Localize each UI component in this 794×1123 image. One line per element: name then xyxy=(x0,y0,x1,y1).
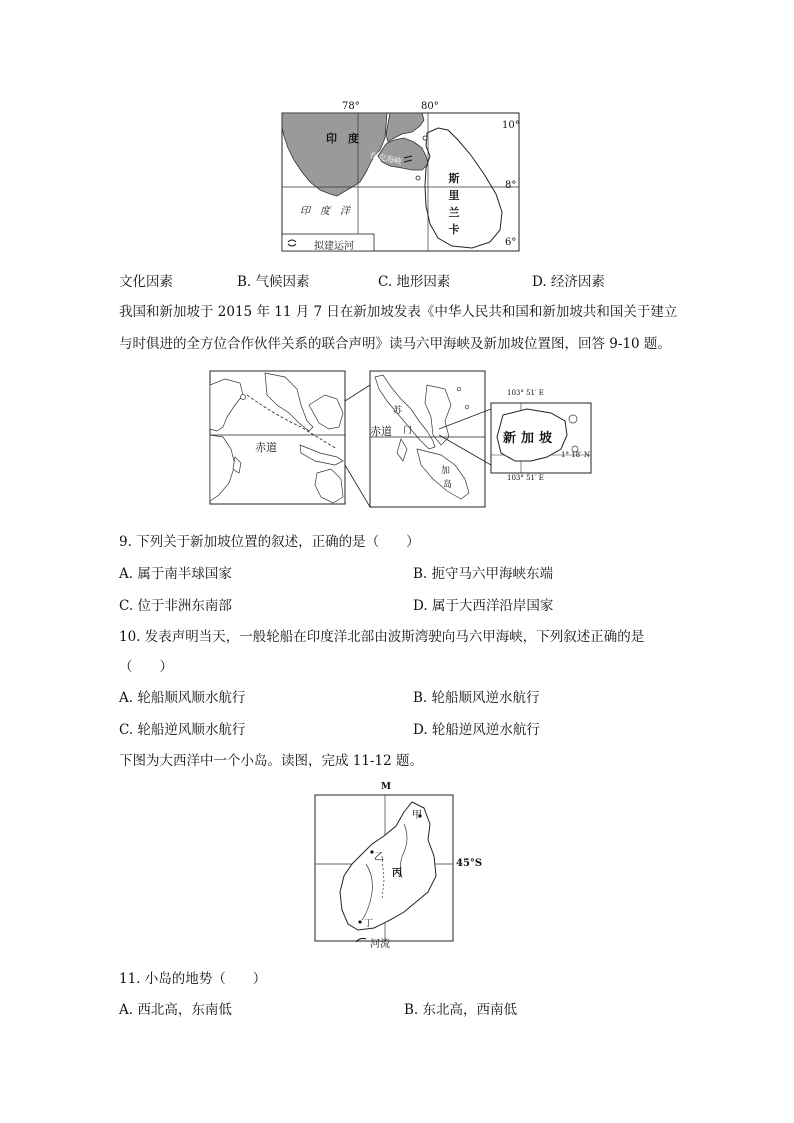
intro-singapore-line-2: 与时俱进的全方位合作伙伴关系的联合声明》读马六甲海峡及新加坡位置图，回答 9-10 题。 xyxy=(119,336,671,352)
q10-option-c: C. 轮船逆风顺水航行 xyxy=(119,722,246,738)
sri-lanka-char-4: 卡 xyxy=(448,223,460,236)
sumatra-label-2: 门 xyxy=(403,426,413,436)
sri-lanka-char-3: 兰 xyxy=(448,206,460,219)
lon-top-label: 103° 51′ E xyxy=(507,389,544,397)
sri-lanka-char-1: 斯 xyxy=(448,172,460,185)
q10-stem: 10. 发表声明当天，一般轮船在印度洋北部由波斯湾驶向马六甲海峡，下列叙述正确的是 xyxy=(119,629,645,645)
lat-6-label: 6° xyxy=(505,237,517,248)
lon-78-label: 78° xyxy=(342,101,360,112)
figure-atlantic-island-map xyxy=(300,780,500,955)
q11-option-b: B. 东北高，西南低 xyxy=(404,1002,518,1018)
sri-lanka-char-2: 里 xyxy=(448,189,460,202)
equator-label-1: 赤道 xyxy=(255,441,277,454)
q9-option-a: A. 属于南半球国家 xyxy=(119,566,232,582)
q9-option-d: D. 属于大西洋沿岸国家 xyxy=(413,598,554,614)
singapore-label-2: 加 xyxy=(521,431,535,446)
q11-option-a: A. 西北高，东南低 xyxy=(119,1002,232,1018)
q10-option-d: D. 轮船逆风逆水航行 xyxy=(413,722,540,738)
q10-option-b: B. 轮船顺风逆水航行 xyxy=(413,690,540,706)
q9-option-c: C. 位于非洲东南部 xyxy=(119,598,232,614)
lon-bottom-label: 103° 51′ E xyxy=(507,474,544,482)
kalimantan-label: 加 xyxy=(441,466,451,476)
q9-option-b: B. 扼守马六甲海峡东端 xyxy=(413,566,554,582)
ding-label: 丁 xyxy=(364,919,374,929)
island-label: 岛 xyxy=(443,480,453,490)
q8-option-a: 文化因素 xyxy=(119,274,173,290)
jia-label: 甲 xyxy=(412,810,422,821)
bing-label: 丙 xyxy=(392,868,402,879)
figure-palk-strait-map xyxy=(262,98,532,258)
lon-80-label: 80° xyxy=(421,101,439,112)
q8-option-b: B. 气候因素 xyxy=(237,274,310,290)
q11-stem: 11. 小岛的地势（ ） xyxy=(119,971,267,987)
lat-8-label: 8° xyxy=(505,180,517,191)
palk-strait-label: 保克海峡 xyxy=(369,150,403,167)
m-label: M xyxy=(381,782,391,792)
figure-malacca-singapore-map xyxy=(205,365,600,510)
intro-singapore-line-1: 我国和新加坡于 2015 年 11 月 7 日在新加坡发表《中华人民共和国和新加坡共和国关于建立 xyxy=(119,304,678,320)
intro-island: 下图为大西洋中一个小岛。读图，完成 11-12 题。 xyxy=(119,753,423,769)
q9-stem: 9. 下列关于新加坡位置的叙述，正确的是（ ） xyxy=(119,534,420,550)
canal-legend-label: 拟建运河 xyxy=(314,241,354,252)
india-label: 印 度 xyxy=(326,132,359,145)
equator-label-2: 赤道 xyxy=(370,425,392,438)
singapore-label-1: 新 xyxy=(503,431,517,446)
q10-option-a: A. 轮船顺风顺水航行 xyxy=(119,690,246,706)
indian-ocean-label: 印 度 洋 xyxy=(300,206,350,217)
yi-label: 乙 xyxy=(374,852,384,863)
q10-paren: （ ） xyxy=(119,659,173,675)
lat-label: 1° 18′ N xyxy=(561,451,591,459)
q8-option-d: D. 经济因素 xyxy=(532,274,605,290)
q8-option-c: C. 地形因素 xyxy=(378,274,451,290)
sumatra-label-1: 苏 xyxy=(393,406,403,416)
river-legend-label: 河流 xyxy=(370,939,390,950)
sri-lanka-label xyxy=(447,170,461,238)
lat-10-label: 10° xyxy=(502,120,520,131)
singapore-label-3: 坡 xyxy=(539,431,553,446)
lat-45s-label: 45°S xyxy=(456,858,483,869)
